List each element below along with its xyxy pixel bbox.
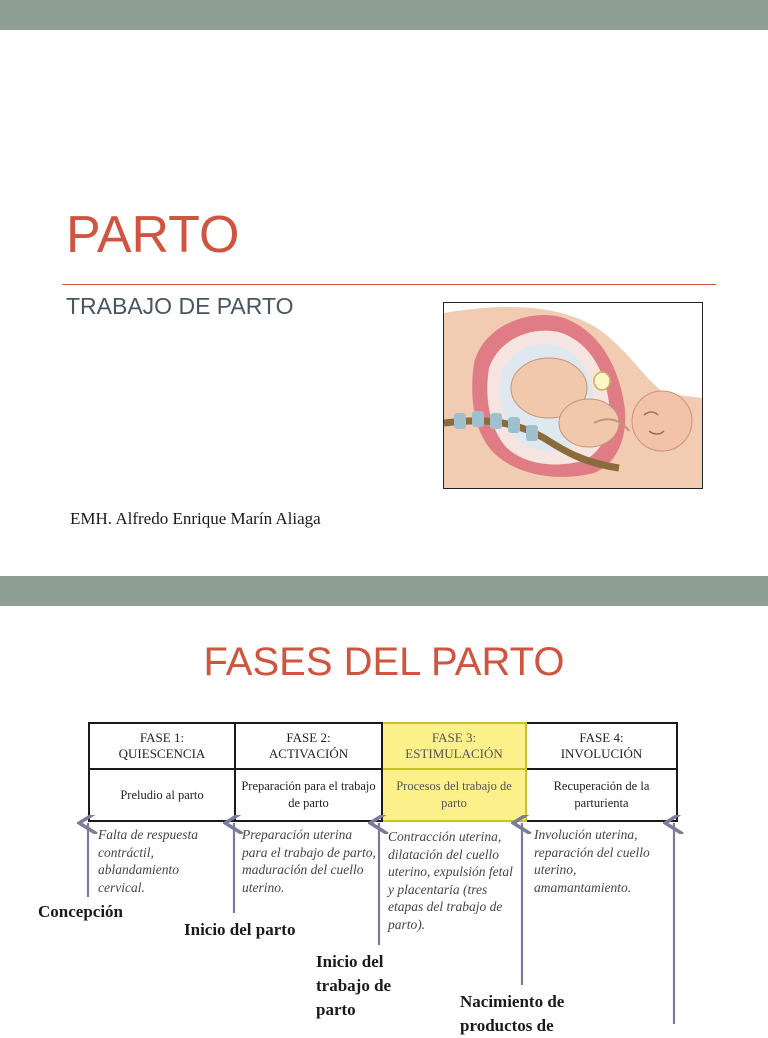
slide-subtitle: TRABAJO DE PARTO [66,293,294,319]
marker-concepcion: Concepción [38,902,123,921]
slide-top-band [0,0,768,30]
phase-3-number: FASE 3: [431,730,477,745]
phase-1-header [89,723,235,769]
phase-4-note: Involución uterina, reparación del cuello uterino, amamantamiento. [534,827,650,895]
phase-4-description: Recuperación de la parturienta [526,769,677,821]
phases-table [88,722,678,822]
marker-nacimiento: Nacimiento de productos de [460,992,565,1035]
phase-3-description: Procesos del trabajo de parto [382,769,526,821]
fetus-illustration [443,302,703,489]
phase-2-number: FASE 2: [286,730,331,745]
phase-4-header [526,723,677,769]
phase-4-number: FASE 4: [579,730,624,745]
phase-3-header [382,723,526,769]
author-name: EMH. Alfredo Enrique Marín Aliaga [70,509,321,528]
title-divider [62,284,716,285]
phase-2-note: Preparación uterina para el trabajo de parto, maduración del cuello uterino. [242,827,376,895]
phase-4-name: INVOLUCIÓN [560,746,643,761]
phase-3-note: Contracción uterina, dilatación del cuello uterino, expulsión fetal y placentaria (tres etapas del trabajo de parto). [388,829,513,932]
phase-2-description: Preparación para el trabajo de parto [235,769,382,821]
phase-2-name: ACTIVACIÓN [268,746,349,761]
slide-title: PARTO [66,206,240,264]
marker-inicio-trabajo: Inicio del trabajo de parto [316,952,392,1019]
phases-header-row [89,723,677,769]
phase-1-description: Preludio al parto [89,769,235,821]
section-title: FASES DEL PARTO [203,640,565,684]
slide-separator-band [0,576,768,606]
marker-inicio-parto: Inicio del parto [184,920,296,939]
phase-1-number: FASE 1: [139,730,185,745]
phase-3-name: ESTIMULACIÓN [405,746,503,761]
phase-2-header [235,723,382,769]
phase-1-note: Falta de respuesta contráctil, ablandamiento cervical. [98,827,198,895]
phases-description-row [89,769,677,821]
phase-1-name: QUIESCENCIA [118,746,206,761]
